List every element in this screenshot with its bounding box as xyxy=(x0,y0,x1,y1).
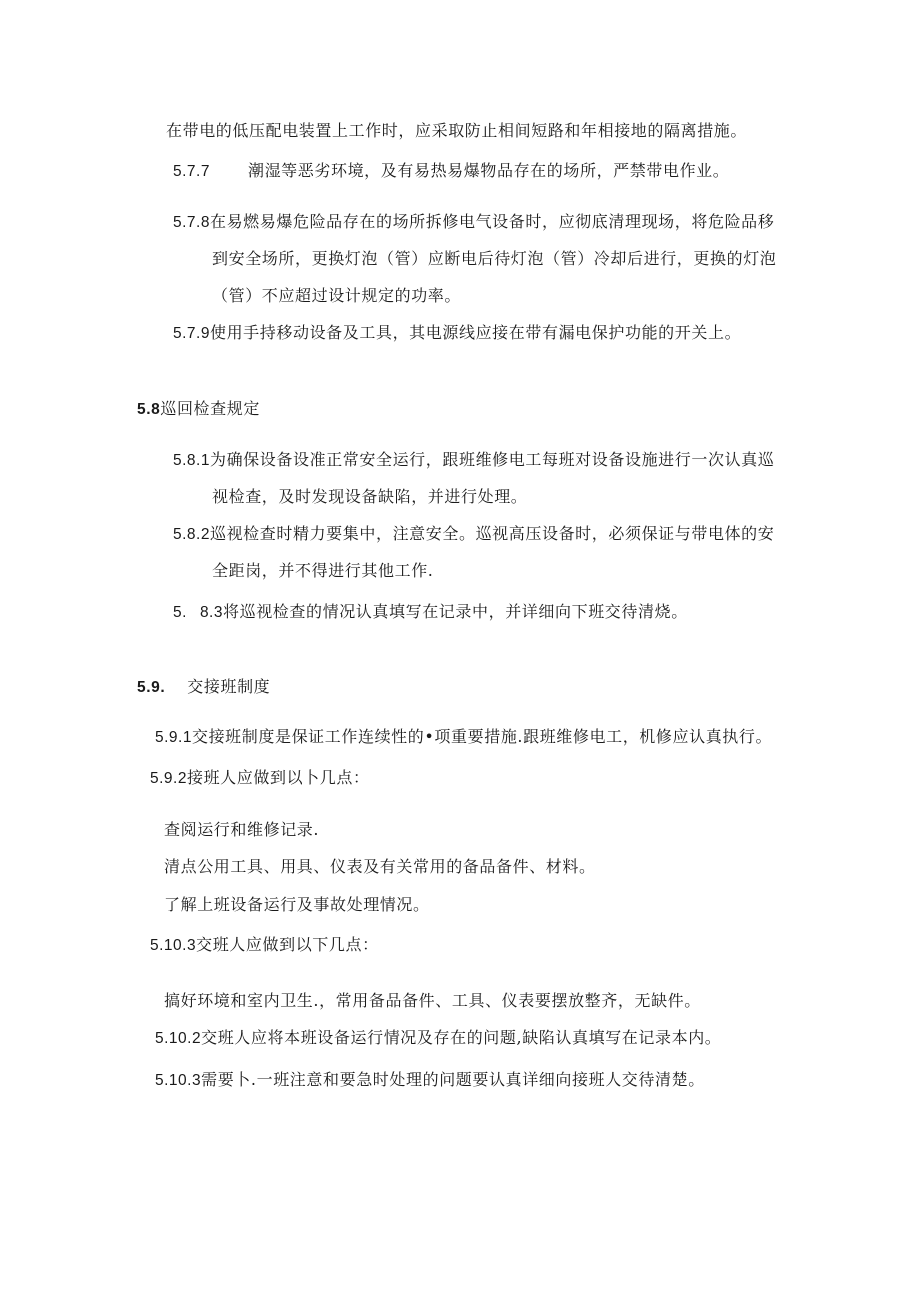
clause-number: 5.7.7 xyxy=(173,163,210,180)
clause-5-8-1-cont xyxy=(212,486,527,508)
clause-5-7-7 xyxy=(173,160,729,183)
list-item xyxy=(164,990,701,1012)
clause-5-10-3-b xyxy=(155,1069,705,1092)
section-title: 交接班制度 xyxy=(187,677,271,696)
clause-5-7-8-cont xyxy=(212,248,776,270)
paragraph-line xyxy=(166,120,747,142)
clause-5-8-1 xyxy=(173,449,774,472)
section-number: 5.8 xyxy=(137,401,161,418)
clause-text: （管）不应超过设计规定的功率。 xyxy=(212,286,462,305)
list-item xyxy=(164,894,430,916)
list-item-text: 了解上班设备运行及事故处理情况。 xyxy=(164,895,430,914)
clause-5-7-8 xyxy=(173,211,774,234)
clause-number: 5.7.8 xyxy=(173,214,210,231)
section-number: 5.9. xyxy=(137,679,166,696)
clause-5-8-2 xyxy=(173,523,774,546)
section-heading-5-8 xyxy=(137,398,260,421)
clause-5-10-2 xyxy=(155,1027,721,1050)
clause-number: 5.8.2 xyxy=(173,526,210,543)
clause-number: 5.9.2 xyxy=(150,770,187,787)
list-item xyxy=(164,819,319,841)
clause-5-9-1 xyxy=(155,726,772,749)
clause-number: 5.10.3 xyxy=(150,937,197,954)
list-item-text: 清点公用工具、用具、仪表及有关常用的备品备件、材料。 xyxy=(164,857,596,876)
clause-number: 5.10.2 xyxy=(155,1030,202,1047)
clause-text: 为确保设备设准正常安全运行，跟班维修电工每班对设备设施进行一次认真巡 xyxy=(209,450,775,469)
clause-5-8-3 xyxy=(173,601,688,624)
clause-text: 交班人应将本班设备运行情况及存在的问题,缺陷认真填写在记录本内。 xyxy=(201,1028,722,1047)
clause-text: 到安全场所，更换灯泡（管）应断电后待灯泡（管）冷却后进行，更换的灯泡 xyxy=(212,249,777,268)
clause-text: 将巡视检查的情况认真填写在记录中，并详细向下班交待清烧。 xyxy=(223,602,688,621)
clause-5-10-3 xyxy=(150,934,379,957)
clause-text: 交班人应做到以下几点： xyxy=(196,935,379,954)
clause-5-7-9 xyxy=(173,322,741,345)
clause-text: 巡视检查时精力要集中，注意安全。巡视高压设备时，必须保证与带电体的安 xyxy=(209,524,775,543)
clause-text: 交接班制度是保证工作连续性的•项重要措施.跟班维修电工，机修应认真执行。 xyxy=(191,727,773,746)
clause-5-9-2 xyxy=(150,767,370,790)
clause-text: 潮湿等恶劣环境，及有易热易爆物品存在的场所，严禁带电作业。 xyxy=(247,161,730,180)
list-item xyxy=(164,856,596,878)
section-title: 巡回检查规定 xyxy=(160,399,260,418)
clause-5-7-8-cont xyxy=(212,285,461,307)
clause-number: 5.10.3 xyxy=(155,1072,202,1089)
clause-number: 5.8.1 xyxy=(173,452,210,469)
clause-text: 全距岗，并不得进行其他工作. xyxy=(212,561,434,580)
section-heading-5-9 xyxy=(137,676,270,699)
paragraph-text: 在带电的低压配电装置上工作时，应采取防止相间短路和年相接地的隔离措施。 xyxy=(166,121,748,140)
clause-text: 需要卜.一班注意和要急时处理的问题要认真详细向接班人交待清楚。 xyxy=(201,1070,705,1089)
clause-5-8-2-cont xyxy=(212,560,434,582)
list-item-text: 查阅运行和维修记录. xyxy=(164,820,320,839)
clause-number: 5.7.9 xyxy=(173,325,210,342)
clause-number: 5. xyxy=(173,604,187,621)
clause-text: 接班人应做到以卜几点： xyxy=(186,768,370,787)
clause-text: 视检查，及时发现设备缺陷，并进行处理。 xyxy=(212,487,528,506)
clause-text: 使用手持移动设备及工具，其电源线应接在带有漏电保护功能的开关上。 xyxy=(209,323,742,342)
clause-text: 在易燃易爆危险品存在的场所拆修电气设备时，应彻底清理现场，将危险品移 xyxy=(209,212,775,231)
clause-number: 8.3 xyxy=(199,604,223,621)
list-item-text: 搞好环境和室内卫生.，常用备品备件、工具、仪表要摆放整齐，无缺件。 xyxy=(164,991,701,1010)
clause-number: 5.9.1 xyxy=(155,729,192,746)
